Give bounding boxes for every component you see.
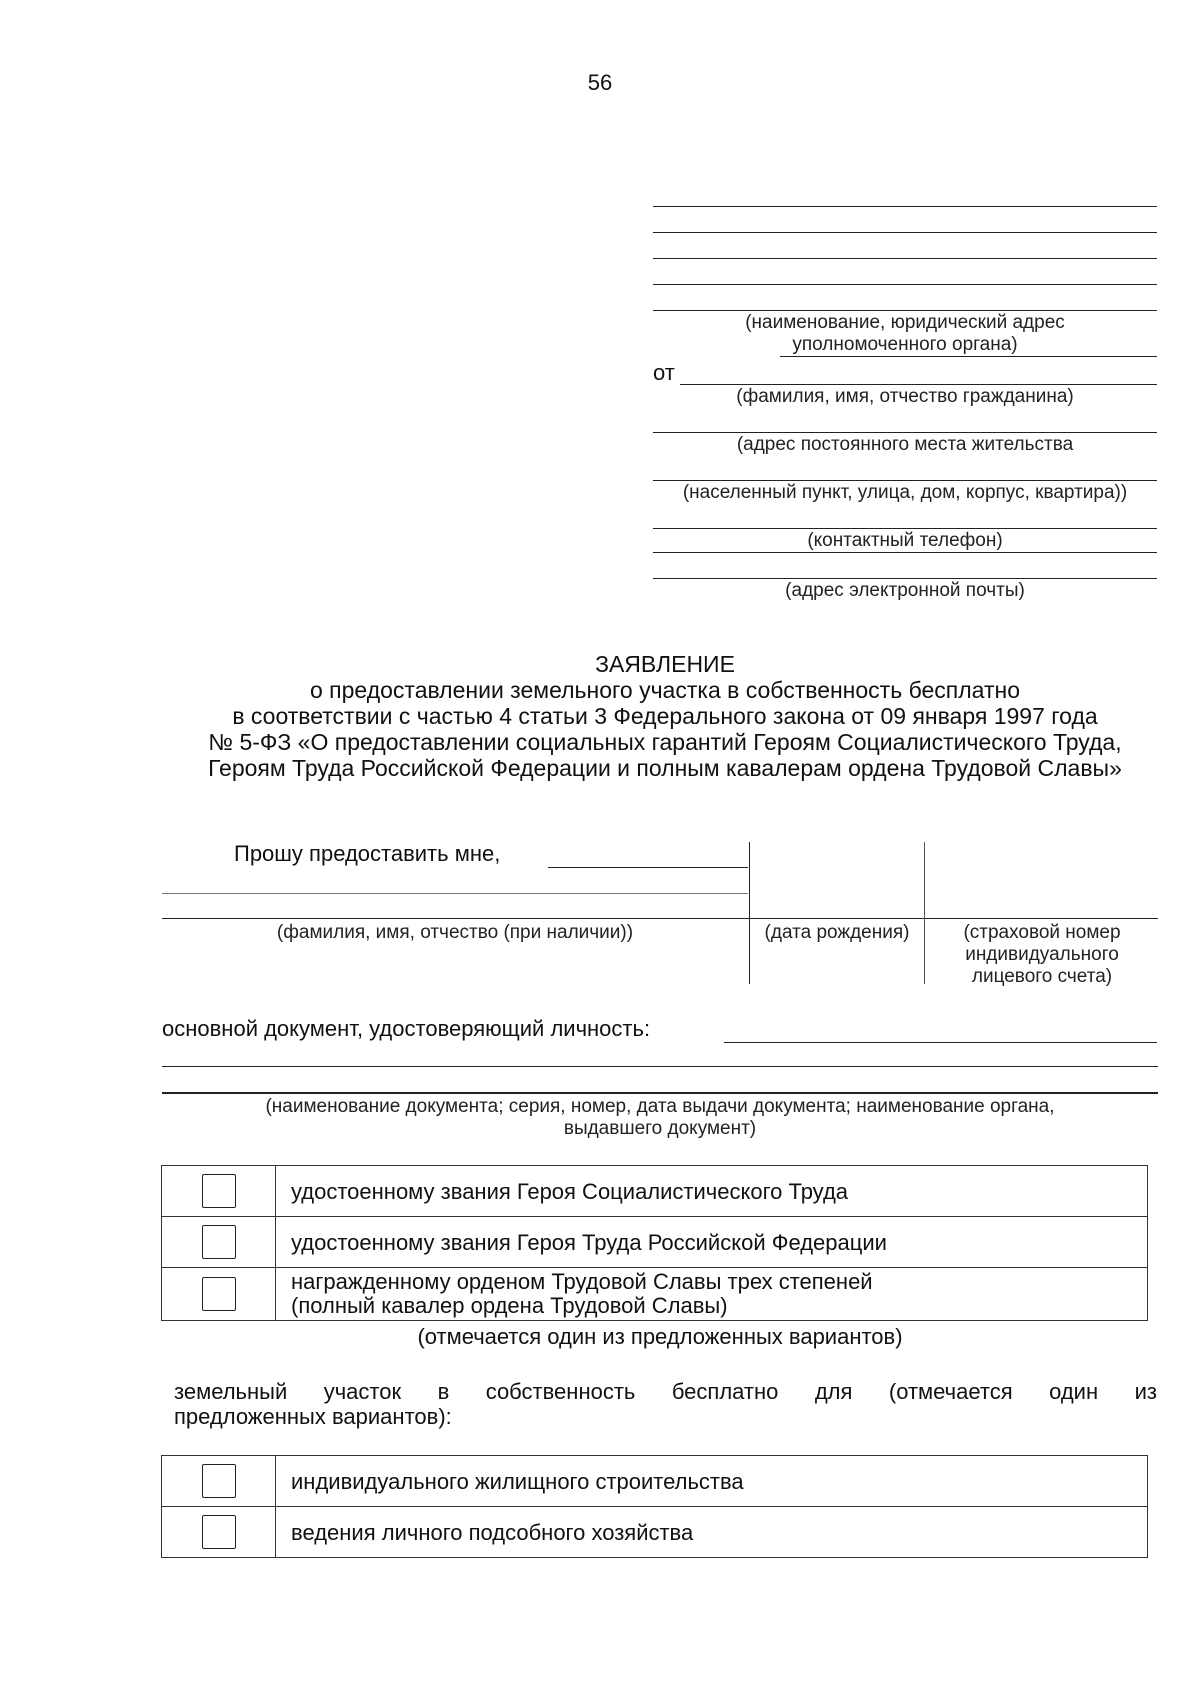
status-option-3: [276, 1268, 1148, 1321]
purpose-word: один: [1049, 1379, 1099, 1404]
org-caption-1: (наименование, юридический адрес: [745, 312, 1065, 333]
name-line[interactable]: [680, 384, 1157, 385]
applicant-name-line-2[interactable]: [162, 893, 748, 894]
address-line-1[interactable]: [653, 432, 1157, 433]
status-option-2: удостоенному звания Героя Труда Российской Федерации: [276, 1217, 1148, 1268]
phone-line[interactable]: [653, 528, 1157, 529]
purpose-word: участок: [323, 1379, 402, 1404]
title-line-2: в соответствии с частью 4 статьи 3 Федерального закона от 09 января 1997 года: [232, 703, 1098, 729]
purpose-checkbox-2[interactable]: [202, 1515, 236, 1549]
address-line-2[interactable]: [653, 480, 1157, 481]
snils-caption-2: индивидуального: [965, 944, 1119, 965]
purpose-word: (отмечается: [888, 1379, 1013, 1404]
fio-caption: (фамилия, имя, отчество (при наличии)): [276, 922, 634, 943]
status-option-1: удостоенному звания Героя Социалистического Труда: [276, 1166, 1148, 1217]
purpose-word: земельный: [174, 1379, 288, 1404]
identity-caption-1: (наименование документа; серия, номер, дата выдачи документа; наименование органа,: [265, 1096, 1055, 1117]
identity-label: основной документ, удостоверяющий личность:: [162, 1016, 651, 1041]
title-line-3: № 5-ФЗ «О предоставлении социальных гарантий Героям Социалистического Труда,: [208, 729, 1122, 755]
identity-line-1[interactable]: [724, 1042, 1157, 1043]
status-option-row: [162, 1217, 1148, 1268]
status-option-3-line-1: награжденному орденом Трудовой Славы трех степеней: [291, 1269, 873, 1294]
purpose-word: из: [1134, 1379, 1157, 1404]
recipient-line-5[interactable]: [653, 310, 1157, 311]
page-number: 56: [587, 70, 613, 95]
request-label: Прошу предоставить мне,: [234, 841, 501, 866]
birth-date-caption: (дата рождения): [764, 922, 910, 943]
purpose-word: бесплатно: [671, 1379, 779, 1404]
org-caption-2: уполномоченного органа): [792, 334, 1018, 355]
birth-date-field-left: [749, 842, 750, 984]
phone-line-end[interactable]: [653, 552, 1157, 553]
purpose-option-1: индивидуального жилищного строительства: [276, 1456, 1148, 1507]
recipient-line-4[interactable]: [653, 284, 1157, 285]
phone-caption: (контактный телефон): [807, 530, 1003, 551]
status-note: (отмечается один из предложенных вариантов): [417, 1324, 903, 1349]
purpose-options-table: [161, 1455, 1148, 1558]
applicant-row-baseline: [162, 918, 1158, 919]
purpose-option-row: [162, 1456, 1148, 1507]
title-line-4: Героям Труда Российской Федерации и полным кавалерам ордена Трудовой Славы»: [208, 755, 1122, 781]
identity-line-3[interactable]: [162, 1092, 1158, 1094]
from-label: от: [653, 360, 675, 385]
purpose-word: в: [437, 1379, 450, 1404]
email-line[interactable]: [653, 578, 1157, 579]
recipient-line-3[interactable]: [653, 258, 1157, 259]
application-title: [120, 651, 1200, 781]
name-caption: (фамилия, имя, отчество гражданина): [736, 386, 1074, 407]
purpose-intro-line-2: предложенных вариантов):: [174, 1404, 452, 1429]
title-heading: ЗАЯВЛЕНИЕ: [595, 651, 735, 677]
applicant-name-line-1[interactable]: [548, 867, 748, 868]
status-option-row: [162, 1268, 1148, 1321]
email-caption: (адрес электронной почты): [785, 580, 1025, 601]
status-option-3-line-2: (полный кавалер ордена Трудовой Славы): [291, 1293, 728, 1318]
status-checkbox-2[interactable]: [202, 1225, 236, 1259]
purpose-option-2: ведения личного подсобного хозяйства: [276, 1507, 1148, 1558]
status-checkbox-3[interactable]: [202, 1277, 236, 1311]
status-option-row: [162, 1166, 1148, 1217]
purpose-word: для: [814, 1379, 853, 1404]
recipient-line-2[interactable]: [653, 232, 1157, 233]
purpose-option-row: [162, 1507, 1148, 1558]
identity-caption-2: выдавшего документ): [563, 1118, 757, 1139]
snils-caption-3: лицевого счета): [971, 966, 1113, 987]
title-line-1: о предоставлении земельного участка в собственность бесплатно: [310, 677, 1020, 703]
identity-line-2[interactable]: [162, 1066, 1158, 1067]
purpose-intro-line-1: [174, 1379, 1157, 1404]
snils-caption-1: (страховой номер: [963, 922, 1121, 943]
status-checkbox-1[interactable]: [202, 1174, 236, 1208]
snils-field-left: [924, 842, 925, 984]
address-caption-2: (населенный пункт, улица, дом, корпус, квартира)): [682, 482, 1128, 503]
status-options-table: [161, 1165, 1148, 1321]
address-caption-1: (адрес постоянного места жительства: [736, 434, 1074, 455]
purpose-intro: [174, 1379, 1157, 1429]
org-line-end[interactable]: [780, 356, 1157, 357]
purpose-checkbox-1[interactable]: [202, 1464, 236, 1498]
purpose-word: собственность: [485, 1379, 636, 1404]
recipient-line-1[interactable]: [653, 206, 1157, 207]
